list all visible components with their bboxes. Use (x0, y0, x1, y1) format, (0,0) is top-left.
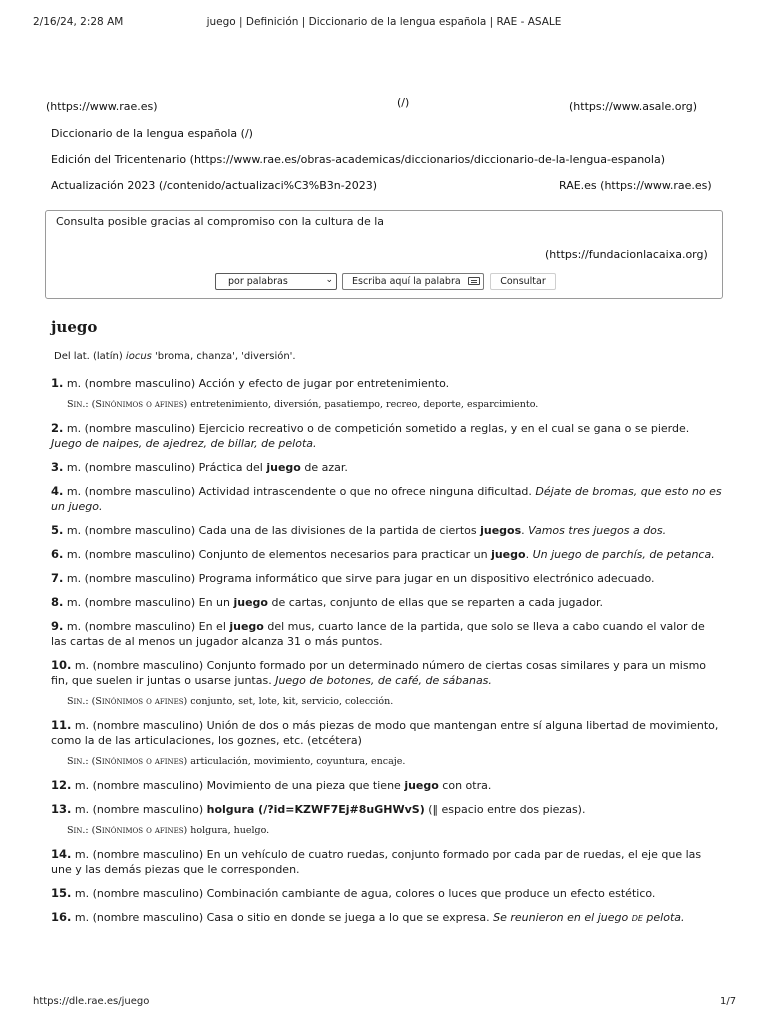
definition-number: 2. (51, 421, 64, 435)
definition-bold-term: juego (233, 596, 268, 609)
update-link[interactable]: Actualización 2023 (/contenido/actualizaci%C3%B3n-2023) (51, 179, 377, 192)
definition-bold-term: juego (491, 548, 526, 561)
synonyms (67, 755, 723, 769)
definition-text: m. (nombre masculino) Cada una de las divisiones de la partida de ciertos (66, 524, 481, 537)
definition-item (51, 484, 723, 514)
rae-es-link[interactable]: RAE.es (https://www.rae.es) (559, 179, 712, 192)
print-datetime: 2/16/24, 2:28 AM (33, 16, 124, 28)
definition-example-pre: Se reunieron en el juego (493, 911, 632, 924)
definition-example-post: pelota. (642, 911, 685, 924)
definition-text: m. (nombre masculino) Combinación cambiante de agua, colores o luces que produce un efecto estético. (74, 887, 656, 900)
definition-item (51, 523, 723, 538)
sponsor-text: Consulta posible gracias al compromiso con la cultura de la (56, 215, 385, 228)
synonyms-list: conjunto, set, lote, kit, servicio, colección. (190, 696, 394, 707)
keyboard-icon[interactable] (468, 277, 480, 285)
asale-logo-link[interactable]: (https://www.asale.org) (569, 100, 698, 113)
search-mode-value: por palabras (228, 276, 288, 287)
definition-text: m. (nombre masculino) En un (66, 596, 234, 609)
definition-item (51, 718, 723, 748)
synonyms-label: Sin.: (Sinónimos o afines) (67, 825, 188, 836)
definition-example: Vamos tres juegos a dos. (528, 524, 667, 537)
search-placeholder: Escriba aquí la palabra (352, 276, 461, 287)
search-mode-select[interactable] (215, 273, 337, 290)
definition-item (51, 619, 723, 649)
etymology-word: iocus (125, 351, 152, 362)
definition-text-end: del mus, cuarto lance de la partida, que solo se lleva a cabo cuando el valor de las cartas de al menos un jugador alcanza 31 o más puntos. (51, 620, 705, 648)
print-title: juego | Definición | Diccionario de la lengua española | RAE - ASALE (206, 16, 562, 28)
home-link[interactable]: (/) (397, 96, 410, 109)
definition-text: m. (nombre masculino) (74, 803, 207, 816)
etymology-prefix: Del lat. (latín) (54, 351, 126, 362)
definition-text-end: (‖ espacio entre dos piezas). (424, 803, 586, 816)
definition-item (51, 802, 723, 817)
definition-text-end: . (521, 524, 525, 537)
definition-text: m. (nombre masculino) Conjunto formado por un determinado número de ciertas cosas similares y para un mismo fin, que suelen ir juntas o usarse juntas. (51, 659, 707, 687)
definition-number: 13. (51, 802, 72, 816)
definition-number: 9. (51, 619, 64, 633)
definition-example (493, 911, 684, 924)
definition-text: m. (nombre masculino) En el (66, 620, 230, 633)
definition-text: m. (nombre masculino) Unión de dos o más piezas de modo que mantengan entre sí alguna libertad de movimiento, como la de las articulaciones, los goznes, etc. (etcétera) (51, 719, 719, 747)
definition-number: 16. (51, 910, 72, 924)
definition-example: Un juego de parchís, de petanca. (532, 548, 715, 561)
definition-number: 5. (51, 523, 64, 537)
definition-number: 6. (51, 547, 64, 561)
definition-number: 7. (51, 571, 64, 585)
definition-text-end: de cartas, conjunto de ellas que se reparten a cada jugador. (268, 596, 603, 609)
definition-bold-term: holgura (/?id=KZWF7Ej#8uGHWvS) (206, 803, 425, 816)
definition-example: Juego de naipes, de ajedrez, de billar, de pelota. (51, 437, 317, 450)
synonyms-label: Sin.: (Sinónimos o afines) (67, 399, 188, 410)
definition-item (51, 910, 723, 925)
definition-text: m. (nombre masculino) Actividad intrascendente o que no ofrece ninguna dificultad. (66, 485, 532, 498)
synonyms-list: holgura, huelgo. (190, 825, 270, 836)
definition-number: 1. (51, 376, 64, 390)
definition-text: m. (nombre masculino) Programa informático que sirve para jugar en un dispositivo electrónico adecuado. (66, 572, 655, 585)
definition-bold-term: juego (229, 620, 264, 633)
definition-example: Déjate de bromas, que esto no es un juego. (51, 485, 722, 513)
definition-bold-term: juegos (480, 524, 522, 537)
definition-number: 8. (51, 595, 64, 609)
definition-item (51, 778, 723, 793)
definition-item (51, 658, 723, 688)
synonyms-label: Sin.: (Sinónimos o afines) (67, 696, 188, 707)
synonyms (67, 398, 723, 412)
definition-text-end: de azar. (300, 461, 348, 474)
definition-number: 4. (51, 484, 64, 498)
definition-number: 3. (51, 460, 64, 474)
dictionary-link[interactable]: Diccionario de la lengua española (/) (51, 127, 253, 140)
definition-bold-term: juego (404, 779, 439, 792)
edition-link[interactable]: Edición del Tricentenario (https://www.rae.es/obras-academicas/diccionarios/diccionario-de-la-lengua-espanola) (51, 153, 665, 166)
definition-number: 11. (51, 718, 72, 732)
entry-headword: juego (51, 318, 98, 336)
definition-item (51, 595, 723, 610)
definition-text-end: con otra. (438, 779, 492, 792)
definition-number: 10. (51, 658, 72, 672)
synonyms-label: Sin.: (Sinónimos o afines) (67, 756, 188, 767)
etymology-rest: 'broma, chanza', 'diversión'. (151, 351, 296, 362)
etymology (54, 351, 296, 362)
definition-item (51, 571, 723, 586)
definition-item (51, 376, 723, 391)
definition-number: 15. (51, 886, 72, 900)
definition-text: m. (nombre masculino) En un vehículo de cuatro ruedas, conjunto formado por cada par de ruedas, el eje que las une y las demás piezas que le corresponden. (51, 848, 702, 876)
synonyms-list: entretenimiento, diversión, pasatiempo, recreo, deporte, esparcimiento. (190, 399, 539, 410)
sponsor-link[interactable]: (https://fundacionlacaixa.org) (545, 248, 708, 261)
chevron-down-icon: ⌄ (325, 275, 333, 285)
definition-item (51, 547, 723, 562)
print-page-number: 1/7 (720, 996, 737, 1007)
rae-logo-link[interactable]: (https://www.rae.es) (46, 100, 158, 113)
definitions-list (51, 376, 723, 934)
definition-example: Juego de botones, de café, de sábanas. (275, 674, 492, 687)
definition-example-smallcaps: de (631, 911, 643, 924)
definition-item (51, 886, 723, 901)
definition-text: m. (nombre masculino) Casa o sitio en donde se juega a lo que se expresa. (74, 911, 490, 924)
definition-text: m. (nombre masculino) Ejercicio recreativo o de competición sometido a reglas, y en el cual se gana o se pierde. (66, 422, 690, 435)
print-url: https://dle.rae.es/juego (33, 996, 150, 1007)
definition-bold-term: juego (266, 461, 301, 474)
definition-number: 14. (51, 847, 72, 861)
definition-text: m. (nombre masculino) Movimiento de una pieza que tiene (74, 779, 405, 792)
definition-text: m. (nombre masculino) Conjunto de elementos necesarios para practicar un (66, 548, 492, 561)
definition-text: m. (nombre masculino) Acción y efecto de jugar por entretenimiento. (66, 377, 450, 390)
search-input[interactable] (342, 273, 484, 290)
definition-item (51, 847, 723, 877)
definition-item (51, 421, 723, 451)
search-submit-button[interactable]: Consultar (490, 273, 556, 290)
definition-number: 12. (51, 778, 72, 792)
definition-text: m. (nombre masculino) Práctica del (66, 461, 267, 474)
synonyms-list: articulación, movimiento, coyuntura, encaje. (190, 756, 406, 767)
synonyms (67, 695, 723, 709)
definition-text-end: . (525, 548, 530, 561)
synonyms (67, 824, 723, 838)
definition-item (51, 460, 723, 475)
